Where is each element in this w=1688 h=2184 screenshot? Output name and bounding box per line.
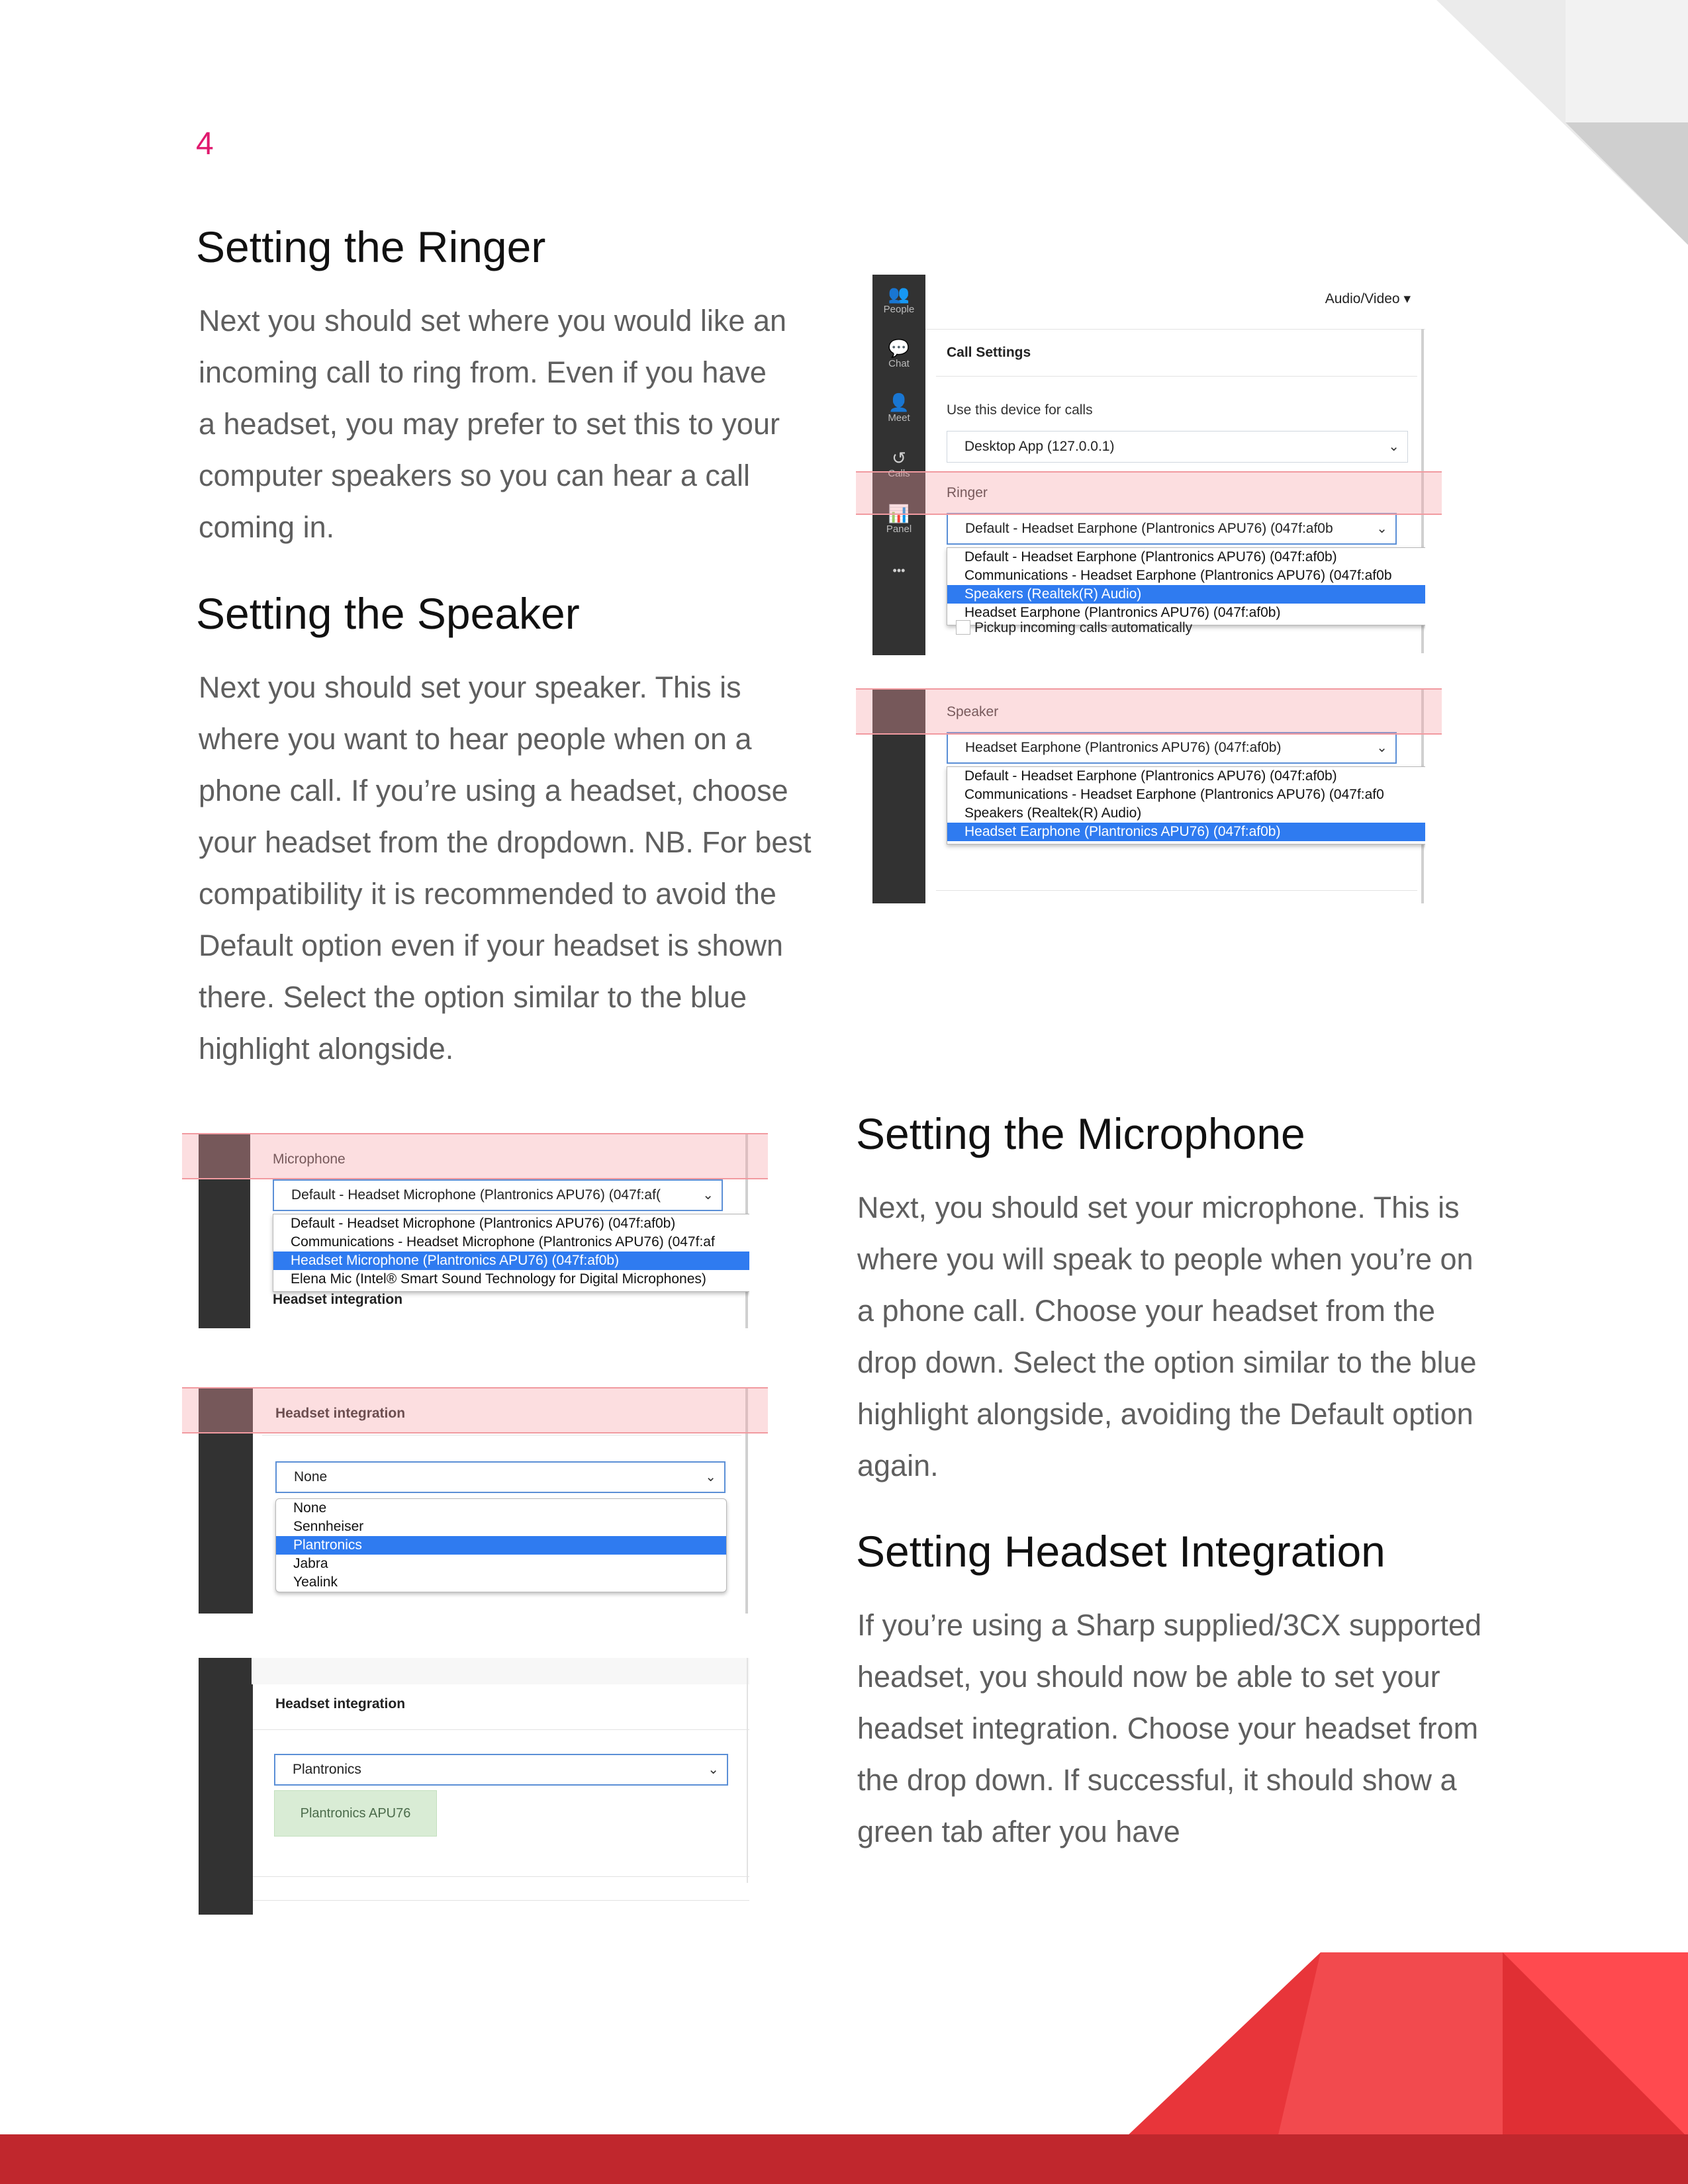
divider	[253, 1729, 749, 1730]
panel-border	[747, 1658, 748, 1883]
ringer-option[interactable]: Headset Earphone (Plantronics APU76) (047f:af0b)	[964, 605, 1281, 620]
divider	[936, 376, 1417, 377]
highlight-speaker	[856, 688, 1442, 735]
chevron-down-icon: ⌄	[702, 1188, 714, 1203]
call-settings-title: Call Settings	[947, 345, 1031, 360]
footer-bar	[0, 2134, 1688, 2184]
text-line: where you will speak to people when you’re on	[857, 1242, 1474, 1276]
nav-rail	[199, 1658, 253, 1915]
chevron-down-icon: ⌄	[1376, 741, 1387, 755]
paragraph-speaker	[199, 662, 834, 1075]
microphone-select-value: Default - Headset Microphone (Plantronics APU76) (047f:af(	[291, 1187, 661, 1203]
microphone-label: Microphone	[273, 1152, 346, 1167]
text-line: Next you should set where you would like an	[199, 304, 787, 338]
ringer-option[interactable]: Default - Headset Earphone (Plantronics APU76) (047f:af0b)	[964, 549, 1337, 565]
speaker-option[interactable]: Communications - Headset Earphone (Plantronics APU76) (047f:af0	[964, 787, 1384, 802]
microphone-option[interactable]: Elena Mic (Intel® Smart Sound Technology for Digital Microphones)	[291, 1271, 706, 1287]
nav-label: Panel	[886, 523, 912, 535]
text-line: coming in.	[199, 510, 335, 544]
headset-select-value: None	[294, 1469, 328, 1484]
text-line: Next, you should set your microphone. This is	[857, 1191, 1460, 1224]
nav-chat[interactable]	[872, 338, 925, 369]
device-select[interactable]	[947, 431, 1408, 463]
headset-select[interactable]	[275, 1461, 726, 1493]
nav-label: People	[883, 304, 915, 315]
text-line: Next you should set your speaker. This is	[199, 670, 741, 704]
text-line: computer speakers so you can hear a call	[199, 459, 750, 492]
headset-integration-title: Headset integration	[275, 1406, 406, 1421]
headset-result-select[interactable]	[274, 1754, 728, 1786]
heading-ringer: Setting the Ringer	[196, 222, 546, 271]
microphone-option[interactable]: Default - Headset Microphone (Plantronics APU76) (047f:af0b)	[291, 1216, 676, 1231]
nav-label: Meet	[888, 412, 910, 424]
headset-integration-title: Headset integration	[275, 1696, 406, 1711]
ringer-option[interactable]: Communications - Headset Earphone (Plantronics APU76) (047f:af0b	[964, 568, 1392, 583]
headset-dropdown	[275, 1498, 727, 1592]
chevron-down-icon: ⌄	[708, 1762, 719, 1777]
text-line: your headset from the dropdown. NB. For best	[199, 825, 812, 859]
panel-icon: 📊	[888, 504, 910, 523]
text-line: drop down. Select the option similar to the blue	[857, 1345, 1477, 1379]
pickup-label: Pickup incoming calls automatically	[974, 620, 1193, 635]
headset-option[interactable]: Sennheiser	[293, 1519, 364, 1534]
headset-option[interactable]: None	[293, 1500, 327, 1516]
nav-meet[interactable]	[872, 392, 925, 424]
headset-status-tab: Plantronics APU76	[274, 1790, 437, 1837]
divider	[253, 1900, 749, 1901]
text-line: If you’re using a Sharp supplied/3CX supported	[857, 1608, 1482, 1642]
audio-video-menu[interactable]: Audio/Video ▾	[1325, 291, 1411, 306]
nav-label: Chat	[888, 358, 910, 369]
microphone-option-selected[interactable]: Headset Microphone (Plantronics APU76) (047f:af0b)	[273, 1251, 749, 1270]
text-line: headset integration. Choose your headset from	[857, 1711, 1479, 1745]
headset-option-selected[interactable]: Plantronics	[276, 1536, 726, 1555]
chat-icon: 💬	[888, 338, 910, 358]
screenshot-headset-result	[199, 1658, 749, 1915]
nav-label: Calls	[888, 468, 910, 479]
text-line: headset, you should now be able to set your	[857, 1660, 1440, 1694]
headset-result-value: Plantronics	[293, 1762, 361, 1777]
text-line: a phone call. Choose your headset from the	[857, 1294, 1436, 1328]
nav-more[interactable]	[872, 561, 925, 580]
speaker-option[interactable]: Speakers (Realtek(R) Audio)	[964, 805, 1142, 821]
nav-people[interactable]	[872, 284, 925, 315]
text-line: where you want to hear people when on a	[199, 722, 752, 756]
heading-headset-integration: Setting Headset Integration	[856, 1527, 1385, 1576]
pickup-checkbox[interactable]	[956, 620, 970, 635]
more-icon: •••	[892, 564, 906, 577]
corner-decoration-bottom	[1125, 1952, 1688, 2138]
highlight-headset-integration	[182, 1387, 768, 1433]
ringer-dropdown	[947, 547, 1425, 625]
highlight-microphone	[182, 1133, 768, 1179]
text-line: again.	[857, 1449, 939, 1482]
text-line: Default option even if your headset is shown	[199, 929, 784, 962]
ringer-label: Ringer	[947, 485, 988, 500]
divider	[253, 1876, 749, 1877]
device-label: Use this device for calls	[947, 402, 1093, 418]
heading-microphone: Setting the Microphone	[856, 1109, 1305, 1158]
page-number: 4	[196, 126, 214, 161]
microphone-dropdown	[273, 1214, 749, 1292]
chevron-down-icon: ⌄	[705, 1470, 716, 1484]
speaker-select[interactable]	[947, 732, 1397, 764]
paragraph-headset-integration	[857, 1600, 1519, 1858]
text-line: compatibility it is recommended to avoid the	[199, 877, 776, 911]
text-line: green tab after you have	[857, 1815, 1180, 1848]
speaker-select-value: Headset Earphone (Plantronics APU76) (047f:af0b)	[965, 740, 1282, 755]
header-strip	[252, 1658, 749, 1684]
paragraph-microphone	[857, 1182, 1519, 1492]
highlight-ringer	[856, 471, 1442, 515]
text-line: phone call. If you’re using a headset, choose	[199, 774, 788, 807]
text-line: incoming call to ring from. Even if you have	[199, 355, 767, 389]
speaker-label: Speaker	[947, 704, 999, 719]
history-icon: ↺	[892, 448, 906, 468]
ringer-select[interactable]	[947, 513, 1397, 545]
people-icon: 👥	[888, 284, 910, 304]
speaker-option[interactable]: Default - Headset Earphone (Plantronics APU76) (047f:af0b)	[964, 768, 1337, 784]
speaker-dropdown	[947, 766, 1425, 844]
microphone-select[interactable]	[273, 1179, 723, 1211]
microphone-option[interactable]: Communications - Headset Microphone (Plantronics APU76) (047f:af	[291, 1234, 715, 1250]
text-line: a headset, you may prefer to set this to your	[199, 407, 780, 441]
screenshot-call-settings	[872, 275, 1425, 655]
chevron-down-icon: ⌄	[1388, 439, 1399, 454]
heading-speaker: Setting the Speaker	[196, 589, 580, 638]
headset-option[interactable]: Yealink	[293, 1574, 338, 1590]
text-line: highlight alongside, avoiding the Default option	[857, 1397, 1474, 1431]
text-line: the drop down. If successful, it should show a	[857, 1763, 1457, 1797]
ringer-select-value: Default - Headset Earphone (Plantronics APU76) (047f:af0b	[965, 521, 1333, 536]
divider	[925, 329, 1425, 330]
ringer-option-selected[interactable]: Speakers (Realtek(R) Audio)	[947, 585, 1425, 604]
speaker-option-selected[interactable]: Headset Earphone (Plantronics APU76) (047f:af0b)	[947, 823, 1425, 841]
headset-integration-label: Headset integration	[273, 1292, 403, 1307]
device-select-value: Desktop App (127.0.0.1)	[964, 439, 1115, 454]
nav-rail	[872, 275, 925, 655]
paragraph-ringer	[199, 295, 834, 553]
corner-decoration-top	[1436, 0, 1688, 251]
divider	[936, 890, 1417, 891]
headset-option[interactable]: Jabra	[293, 1556, 328, 1571]
meet-icon: 👤	[888, 392, 910, 412]
text-line: there. Select the option similar to the blue	[199, 980, 747, 1014]
text-line: highlight alongside.	[199, 1032, 454, 1066]
chevron-down-icon: ⌄	[1376, 522, 1387, 536]
